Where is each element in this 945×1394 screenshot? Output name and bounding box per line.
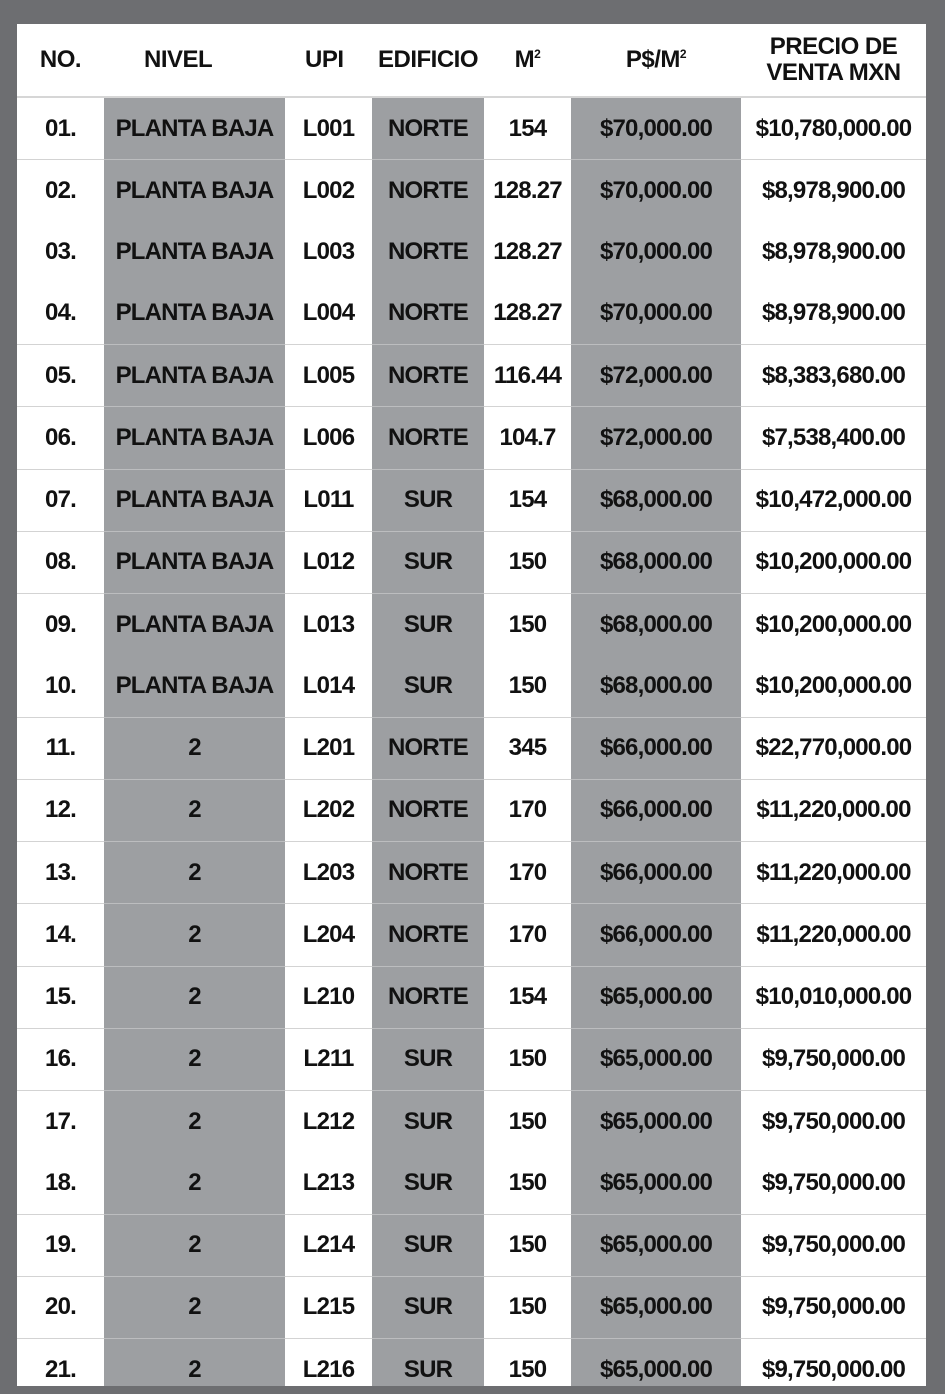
cell-sale-price: $8,978,900.00 [741,283,926,345]
cell-edificio: NORTE [372,904,484,966]
cell-sale-price: $10,780,000.00 [741,97,926,160]
header-price-per-m2: $P\$/M^2$ [571,24,741,97]
cell-edificio: NORTE [372,717,484,779]
table-row [17,531,926,593]
cell-m2: 150 [484,594,571,656]
cell-sale-price: $10,200,000.00 [741,655,926,717]
cell-sale-price: $22,770,000.00 [741,717,926,779]
cell-price-per-m2: $65,000.00 [571,1028,741,1090]
table-row [17,1339,926,1387]
table-row [17,1028,926,1090]
cell-m2: 150 [484,1339,571,1387]
units-table-body [17,97,926,1386]
cell-edificio: SUR [372,1028,484,1090]
cell-upi: L210 [285,966,372,1028]
cell-upi: L212 [285,1091,372,1153]
cell-nivel: 2 [104,1152,285,1214]
cell-upi: L014 [285,655,372,717]
cell-price-per-m2: $68,000.00 [571,655,741,717]
cell-upi: L006 [285,407,372,469]
cell-sale-price: $9,750,000.00 [741,1339,926,1387]
table-row [17,904,926,966]
cell-sale-price: $10,200,000.00 [741,531,926,593]
cell-no: 04. [17,283,104,345]
cell-price-per-m2: $65,000.00 [571,1152,741,1214]
table-row [17,160,926,222]
cell-edificio: NORTE [372,283,484,345]
cell-upi: L004 [285,283,372,345]
cell-m2: 170 [484,904,571,966]
cell-sale-price: $9,750,000.00 [741,1214,926,1276]
cell-price-per-m2: $68,000.00 [571,469,741,531]
cell-nivel: 2 [104,1276,285,1338]
header-m2: $M^2$ [484,24,571,97]
cell-edificio: NORTE [372,407,484,469]
cell-edificio: SUR [372,469,484,531]
cell-sale-price: $9,750,000.00 [741,1276,926,1338]
header-upi: UPI [285,24,372,97]
cell-edificio: SUR [372,655,484,717]
cell-no: 18. [17,1152,104,1214]
cell-nivel: 2 [104,842,285,904]
cell-sale-price: $10,010,000.00 [741,966,926,1028]
table-row [17,97,926,160]
table-row [17,655,926,717]
cell-price-per-m2: $65,000.00 [571,1339,741,1387]
cell-upi: L211 [285,1028,372,1090]
cell-no: 17. [17,1091,104,1153]
cell-sale-price: $11,220,000.00 [741,904,926,966]
cell-nivel: 2 [104,1091,285,1153]
cell-sale-price: $10,472,000.00 [741,469,926,531]
cell-sale-price: $11,220,000.00 [741,779,926,841]
cell-price-per-m2: $66,000.00 [571,779,741,841]
cell-m2: 150 [484,1276,571,1338]
cell-price-per-m2: $70,000.00 [571,160,741,222]
cell-edificio: NORTE [372,966,484,1028]
cell-upi: L013 [285,594,372,656]
cell-edificio: SUR [372,1339,484,1387]
cell-no: 02. [17,160,104,222]
header-no: NO. [17,24,104,97]
cell-sale-price: $11,220,000.00 [741,842,926,904]
units-price-table [17,24,926,1386]
cell-nivel: 2 [104,1339,285,1387]
cell-m2: 150 [484,1152,571,1214]
cell-sale-price: $8,978,900.00 [741,222,926,283]
table-row [17,345,926,407]
cell-m2: 150 [484,1028,571,1090]
cell-m2: 128.27 [484,283,571,345]
cell-edificio: NORTE [372,345,484,407]
cell-price-per-m2: $70,000.00 [571,97,741,160]
cell-price-per-m2: $65,000.00 [571,1276,741,1338]
price-list-sheet [17,24,926,1386]
cell-price-per-m2: $66,000.00 [571,842,741,904]
cell-edificio: SUR [372,1152,484,1214]
cell-no: 20. [17,1276,104,1338]
cell-m2: 154 [484,97,571,160]
cell-upi: L216 [285,1339,372,1387]
cell-m2: 128.27 [484,160,571,222]
cell-no: 08. [17,531,104,593]
cell-price-per-m2: $66,000.00 [571,904,741,966]
cell-upi: L002 [285,160,372,222]
header-sale-price: PRECIO DE VENTA MXN [741,24,926,97]
table-row [17,283,926,345]
cell-sale-price: $7,538,400.00 [741,407,926,469]
cell-m2: 104.7 [484,407,571,469]
cell-m2: 345 [484,717,571,779]
cell-no: 16. [17,1028,104,1090]
cell-no: 01. [17,97,104,160]
cell-nivel: 2 [104,966,285,1028]
cell-price-per-m2: $72,000.00 [571,407,741,469]
cell-sale-price: $8,383,680.00 [741,345,926,407]
cell-nivel: PLANTA BAJA [104,407,285,469]
cell-upi: L005 [285,345,372,407]
cell-upi: L203 [285,842,372,904]
cell-m2: 150 [484,1091,571,1153]
table-row [17,779,926,841]
cell-sale-price: $10,200,000.00 [741,594,926,656]
cell-price-per-m2: $68,000.00 [571,531,741,593]
header-row [17,24,926,97]
cell-upi: L213 [285,1152,372,1214]
cell-nivel: PLANTA BAJA [104,345,285,407]
cell-no: 21. [17,1339,104,1387]
cell-price-per-m2: $65,000.00 [571,1091,741,1153]
cell-upi: L214 [285,1214,372,1276]
cell-price-per-m2: $72,000.00 [571,345,741,407]
cell-nivel: 2 [104,717,285,779]
cell-edificio: NORTE [372,779,484,841]
cell-nivel: 2 [104,779,285,841]
cell-edificio: NORTE [372,222,484,283]
cell-upi: L011 [285,469,372,531]
table-row [17,222,926,283]
table-row [17,1214,926,1276]
cell-nivel: PLANTA BAJA [104,469,285,531]
cell-sale-price: $9,750,000.00 [741,1091,926,1153]
cell-m2: 116.44 [484,345,571,407]
cell-upi: L215 [285,1276,372,1338]
cell-m2: 150 [484,531,571,593]
cell-price-per-m2: $70,000.00 [571,283,741,345]
cell-no: 10. [17,655,104,717]
cell-edificio: NORTE [372,97,484,160]
cell-upi: L003 [285,222,372,283]
cell-nivel: 2 [104,904,285,966]
cell-nivel: 2 [104,1214,285,1276]
cell-upi: L001 [285,97,372,160]
cell-no: 05. [17,345,104,407]
cell-sale-price: $9,750,000.00 [741,1152,926,1214]
cell-no: 03. [17,222,104,283]
table-row [17,966,926,1028]
cell-nivel: PLANTA BAJA [104,160,285,222]
cell-price-per-m2: $66,000.00 [571,717,741,779]
table-row [17,469,926,531]
header-nivel: NIVEL [104,24,285,97]
cell-m2: 150 [484,1214,571,1276]
cell-sale-price: $8,978,900.00 [741,160,926,222]
cell-no: 15. [17,966,104,1028]
cell-no: 12. [17,779,104,841]
cell-edificio: SUR [372,1214,484,1276]
cell-edificio: SUR [372,1276,484,1338]
cell-no: 14. [17,904,104,966]
cell-m2: 128.27 [484,222,571,283]
cell-price-per-m2: $65,000.00 [571,966,741,1028]
cell-m2: 150 [484,655,571,717]
cell-edificio: NORTE [372,842,484,904]
cell-price-per-m2: $68,000.00 [571,594,741,656]
table-row [17,594,926,656]
cell-nivel: PLANTA BAJA [104,283,285,345]
cell-no: 11. [17,717,104,779]
cell-m2: 154 [484,966,571,1028]
cell-m2: 170 [484,779,571,841]
table-row [17,407,926,469]
cell-nivel: 2 [104,1028,285,1090]
cell-m2: 154 [484,469,571,531]
cell-no: 07. [17,469,104,531]
cell-upi: L204 [285,904,372,966]
cell-edificio: SUR [372,1091,484,1153]
cell-sale-price: $9,750,000.00 [741,1028,926,1090]
cell-m2: 170 [484,842,571,904]
cell-nivel: PLANTA BAJA [104,594,285,656]
table-row [17,1152,926,1214]
cell-nivel: PLANTA BAJA [104,655,285,717]
cell-upi: L202 [285,779,372,841]
cell-no: 09. [17,594,104,656]
cell-upi: L012 [285,531,372,593]
cell-upi: L201 [285,717,372,779]
cell-no: 13. [17,842,104,904]
cell-no: 19. [17,1214,104,1276]
cell-price-per-m2: $65,000.00 [571,1214,741,1276]
table-row [17,842,926,904]
cell-nivel: PLANTA BAJA [104,531,285,593]
cell-no: 06. [17,407,104,469]
table-row [17,1091,926,1153]
cell-edificio: NORTE [372,160,484,222]
cell-nivel: PLANTA BAJA [104,97,285,160]
cell-edificio: SUR [372,531,484,593]
table-row [17,1276,926,1338]
cell-nivel: PLANTA BAJA [104,222,285,283]
header-edificio: EDIFICIO [372,24,484,97]
table-row [17,717,926,779]
cell-edificio: SUR [372,594,484,656]
cell-price-per-m2: $70,000.00 [571,222,741,283]
